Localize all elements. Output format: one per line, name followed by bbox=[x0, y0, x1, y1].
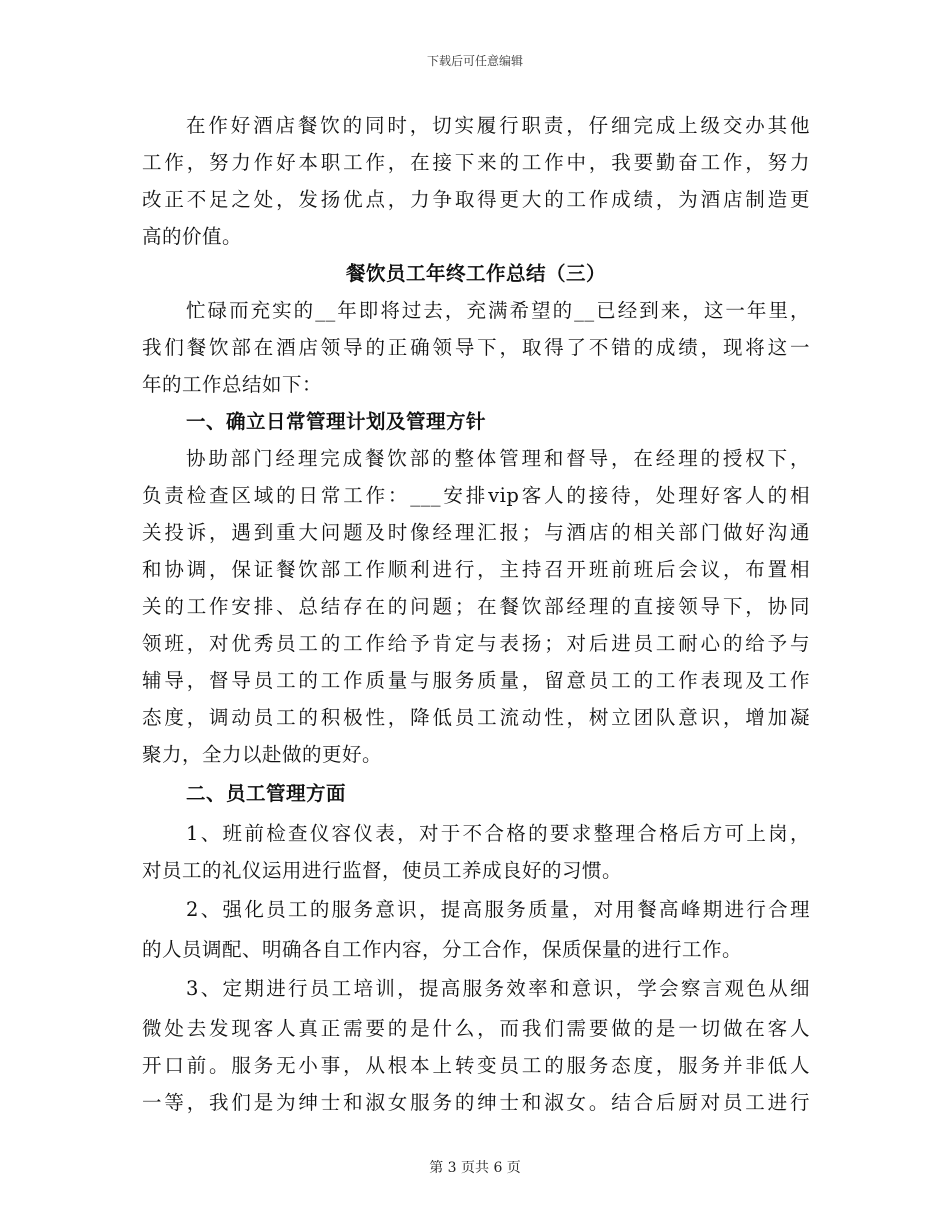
text-line: 对员工的礼仪运用进行监督，使员工养成良好的习惯。 bbox=[142, 859, 623, 882]
text-line: 聚力，全力以赴做的更好。 bbox=[142, 743, 383, 766]
text-line: 的人员调配、明确各自工作内容，分工合作，保质保量的进行工作。 bbox=[142, 938, 743, 961]
page-header: 下载后可任意编辑 bbox=[426, 54, 523, 68]
text-line: 我们餐饮部在酒店领导的正确领导下，取得了不错的成绩，现将这一 bbox=[142, 336, 810, 359]
text-line: 态度，调动员工的积极性，降低员工流动性，树立团队意识，增加凝 bbox=[142, 706, 810, 729]
text-line: 辅导，督导员工的工作质量与服务质量，留意员工的工作表现及工作 bbox=[142, 669, 810, 692]
text-line: 微处去发现客人真正需要的是什么，而我们需要做的是一切做在客人 bbox=[142, 1017, 810, 1040]
page-number-footer: 第 3 页共 6 页 bbox=[429, 1160, 521, 1176]
section-title: 餐饮员工年终工作总结（三） bbox=[345, 262, 606, 285]
text-line: 工作，努力作好本职工作，在接下来的工作中，我要勤奋工作，努力 bbox=[142, 151, 810, 174]
section-heading: 二、员工管理方面 bbox=[186, 782, 347, 805]
text-line: 关投诉，遇到重大问题及时像经理汇报；与酒店的相关部门做好沟通 bbox=[142, 521, 810, 544]
text-line: 3、定期进行员工培训，提高服务效率和意识，学会察言观色从细 bbox=[186, 977, 810, 1000]
text-line: 高的价值。 bbox=[142, 225, 243, 248]
text-line: 在作好酒店餐饮的同时，切实履行职责，仔细完成上级交办其他 bbox=[186, 114, 810, 137]
text-line: 关的工作安排、总结存在的问题；在餐饮部经理的直接领导下，协同 bbox=[142, 595, 810, 618]
text-line: 领班，对优秀员工的工作给予肯定与表扬；对后进员工耐心的给予与 bbox=[142, 632, 810, 655]
text-line: 开口前。服务无小事，从根本上转变员工的服务态度，服务并非低人 bbox=[142, 1054, 810, 1077]
text-line: 2、强化员工的服务意识，提高服务质量，对用餐高峰期进行合理 bbox=[186, 898, 810, 921]
text-line: 1、班前检查仪容仪表，对于不合格的要求整理合格后方可上岗， bbox=[186, 822, 810, 845]
text-line: 负责检查区域的日常工作：___安排vip客人的接待，处理好客人的相 bbox=[142, 484, 810, 507]
text-line: 一等，我们是为绅士和淑女服务的绅士和淑女。结合后厨对员工进行 bbox=[142, 1091, 810, 1114]
text-line: 改正不足之处，发扬优点，力争取得更大的工作成绩，为酒店制造更 bbox=[142, 188, 810, 211]
section-heading: 一、确立日常管理计划及管理方针 bbox=[186, 410, 487, 433]
text-line: 和协调，保证餐饮部工作顺利进行，主持召开班前班后会议，布置相 bbox=[142, 558, 810, 581]
document-body bbox=[142, 107, 810, 1121]
text-line: 忙碌而充实的__年即将过去，充满希望的__已经到来，这一年里， bbox=[186, 299, 810, 322]
text-line: 协助部门经理完成餐饮部的整体管理和督导，在经理的授权下， bbox=[186, 447, 810, 470]
text-line: 年的工作总结如下： bbox=[142, 373, 323, 396]
